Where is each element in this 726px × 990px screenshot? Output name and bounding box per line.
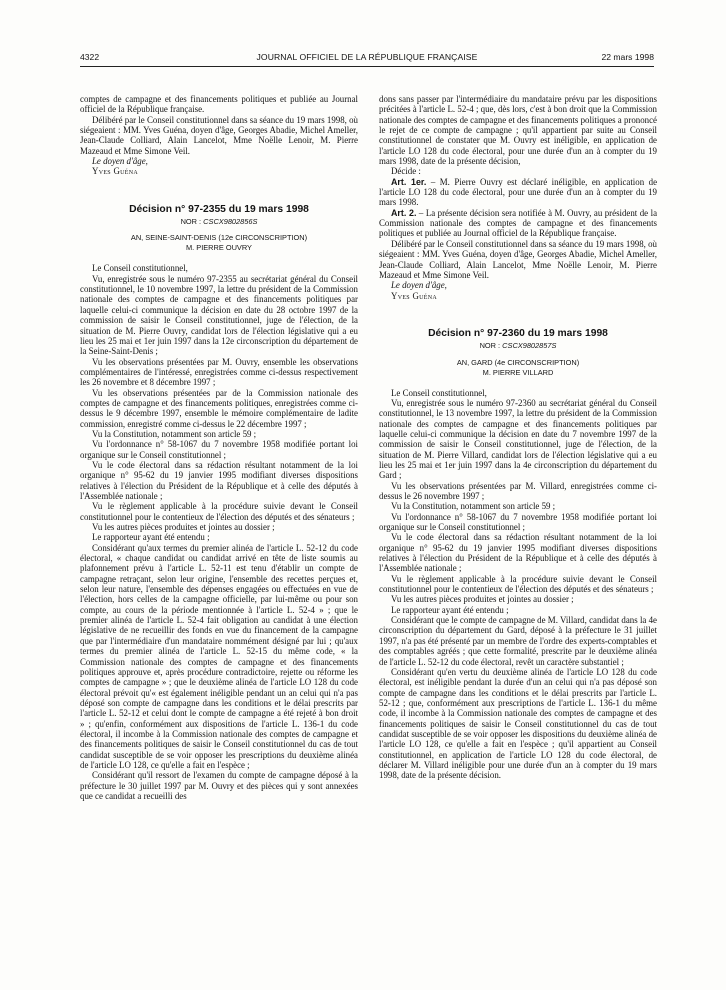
signature-name: Yves Guéna [92, 166, 139, 177]
body-paragraph: Considérant qu'aux termes du premier alinéa de l'article L. 52-12 du code électoral, « chaque candidat ou candidat arrivé en tête de liste soumis au plafonnement prévu à l'article L. 52-11 est tenu d'établir un compte de campagne retraçant, selon leur origine, l'ensemble des recettes perçues et, selon leur nature, l'ensemble des dépenses engagées ou effectuées en vue de l'élection, hors celles de la campagne officielle, par lui-même ou pour son compte, au cours de la période mentionnée à l'article L. 52-4 » ; que le premier alinéa de l'article L. 52-4 fait obligation au candidat à une élection législative de ne recueillir des fonds en vue du financement de la campagne que par l'intermédiaire d'un mandataire nommément désigné par lui ; qu'aux termes du premier alinéa de l'article L. 52-15 du même code, « la Commission nationale des comptes de campagne et des financements politiques approuve et, après procédure contradictoire, rejette ou réforme les comptes de campagne » ; que le deuxième alinéa de l'article LO 128 du code électoral prévoit qu'« est également inéligible pendant un an celui qui n'a pas déposé son compte de campagne dans les conditions et le délai prescrits par l'article L. 52-12 et celui dont le compte de campagne a été rejeté à bon droit » ; qu'enfin, conformément aux dispositions de l'article L. 136-1 du code électoral, il incombe à la Commission nationale des comptes de campagne et des financements politiques de saisir le Conseil constitutionnel du cas de tout candidat susceptible de se voir opposer les prescriptions du deuxième alinéa de l'article LO 128, ce qu'elle a fait en l'espèce ; [80, 542, 358, 770]
body-paragraph: Vu l'ordonnance n° 58-1067 du 7 novembre 1958 modifiée portant loi organique sur le Conseil constitutionnel ; [80, 439, 358, 460]
decision-candidate: M. PIERRE OUVRY [186, 243, 252, 253]
left-column [80, 94, 358, 801]
body-paragraph: Vu, enregistrée sous le numéro 97-2355 au secrétariat général du Conseil constitutionnel, le 10 novembre 1997, la lettre du président de la Commission nationale des comptes de campagne et des financements politiques par laquelle celui-ci communique la décision en date du 28 octobre 1997 de la commission de saisir le Conseil constitutionnel, juge de l'élection, de la situation de M. Pierre Ouvry, candidat lors de l'élection législative qui a eu lieu les 25 mai et 1er juin 1997 dans la 12e circonscription du département de la Seine-Saint-Denis ; [80, 273, 358, 357]
nor-label: NOR : [180, 217, 202, 227]
body-paragraph: Le Conseil constitutionnel, [391, 387, 487, 398]
header-rule [80, 66, 654, 67]
intro-paragraph: Délibéré par le Conseil constitutionnel dans sa séance du 19 mars 1998, où siégeaient : MM. Yves Guéna, doyen d'âge, Georges Abadie, Michel Ameller, Jean-Claude Colliard, Alain Lancelot, Mme Noëlle Lenoir, M. Pierre Mazeaud et Mme Simone Veil. [80, 114, 358, 156]
nor-code: CSCX9802857S [502, 341, 557, 351]
body-paragraph: Considérant que le compte de campagne de M. Villard, candidat dans la 4e circonscription du département du Gard, déposé à la préfecture le 31 juillet 1997, n'a pas été présenté par un membre de l'ordre des experts-comptables et des comptables agréés ; que cette formalité, prescrite par le deuxième alinéa de l'article L. 52-12 du code électoral, revêt un caractère substantiel ; [379, 615, 657, 667]
nor-code: CSCX9802856S [203, 217, 258, 227]
nor-reference [379, 341, 657, 351]
article-2-label: Art. 2. [391, 207, 417, 218]
signature-role: Le doyen d'âge, [391, 280, 447, 291]
decision-title: Décision n° 97-2360 du 19 mars 1998 [428, 327, 608, 339]
article-1-text: – M. Pierre Ouvry est déclaré inéligible, en application de l'article LO 128 du code électoral, pour une durée d'un an à compter du 19 mars 1998. [379, 176, 658, 208]
decision-subject: AN, GARD (4e CIRCONSCRIPTION) [456, 357, 580, 367]
article-1 [379, 177, 657, 208]
decision-title: Décision n° 97-2355 du 19 mars 1998 [129, 203, 309, 215]
body-paragraph: Vu les observations présentées par de la Commission nationale des comptes de campagne et des financements politiques, enregistrées comme ci-dessus le 9 décembre 1997, ensemble le mémoire complémentaire de ladite commission, enregistré comme ci-dessus le 22 décembre 1997 ; [80, 387, 358, 429]
body-paragraph: Considérant qu'en vertu du deuxième alinéa de l'article LO 128 du code électoral, est inéligible pendant la durée d'un an celui qui n'a pas déposé son compte de campagne dans les conditions et le délai prescrits par l'article L. 52-12 ; que, conformément aux prescriptions de l'article L. 136-1 du même code, il incombe à la Commission nationale des comptes de campagne et des financements politiques de saisir le Conseil constitutionnel du cas de tout candidat susceptible de se voir opposer les dispositions du deuxième alinéa de l'article LO 128, ce qu'elle a fait en l'espèce ; qu'il appartient au Conseil constitutionnel, en application de l'article LO 128 du code électoral, de déclarer M. Villard inéligible pour une durée d'un an à compter du 19 mars 1998, date de la présente décision. [379, 666, 657, 781]
signature-name: Yves Guéna [391, 290, 438, 301]
body-paragraph: Vu les autres pièces produites et jointes au dossier ; [391, 594, 574, 605]
deliberation-paragraph: Délibéré par le Conseil constitutionnel dans sa séance du 19 mars 1998, où siégeaient : MM. Yves Guéna, doyen d'âge, Georges Abadie, Michel Ameller, Jean-Claude Colliard, Alain Lancelot, Mme Noëlle Lenoir, M. Pierre Mazeaud et Mme Simone Veil. [379, 238, 657, 280]
body-paragraph: Vu les autres pièces produites et jointes au dossier ; [92, 522, 275, 533]
decision-candidate: M. PIERRE VILLARD [482, 367, 554, 377]
article-1-label: Art. 1er. [391, 176, 427, 187]
article-2 [379, 208, 657, 239]
nor-reference [80, 217, 358, 227]
spacer [379, 378, 657, 388]
article-2-text: – La présente décision sera notifiée à M. Ouvry, au président de la Commission nationale des comptes de campagne et des financements politiques et publiée au Journal officiel de la République française. [379, 207, 658, 239]
right-column [379, 94, 657, 781]
issue-date: 22 mars 1998 [601, 52, 654, 62]
body-paragraph: Vu les observations présentées par M. Ouvry, ensemble les observations complémentaires de l'intéressé, enregistrées comme ci-dessus respectivement les 26 novembre et 8 décembre 1997 ; [80, 356, 358, 388]
body-paragraph: Vu le code électoral dans sa rédaction résultant notamment de la loi organique n° 95-62 du 19 janvier 1995 modifiant diverses dispositions relatives à l'élection du Président de la République et à celle des députés à l'Assemblée nationale ; [379, 532, 657, 574]
body-paragraph: Le rapporteur ayant été entendu ; [92, 532, 210, 543]
intro-paragraph: comptes de campagne et des financements politiques et publiée au Journal officiel de la République française. [80, 94, 358, 115]
journal-title: JOURNAL OFFICIEL DE LA RÉPUBLIQUE FRANÇAISE [256, 52, 478, 62]
body-paragraph: Vu le règlement applicable à la procédure suivie devant le Conseil constitutionnel pour le contentieux de l'élection des députés et des sénateurs ; [80, 501, 358, 522]
body-paragraph: Le Conseil constitutionnel, [92, 263, 188, 274]
nor-label: NOR : [479, 341, 501, 351]
body-paragraph: Vu le code électoral dans sa rédaction résultant notamment de la loi organique n° 95-62 du 19 janvier 1995 modifiant diverses dispositions relatives à l'élection du Président de la République et à celle des députés à l'Assemblée nationale ; [80, 459, 358, 501]
body-paragraph: Vu le règlement applicable à la procédure suivie devant le Conseil constitutionnel pour le contentieux de l'élection des députés et des sénateurs ; [379, 573, 657, 595]
page-number: 4322 [80, 52, 100, 62]
body-paragraph: Considérant qu'il ressort de l'examen du compte de campagne déposé à la préfecture le 30 juillet 1997 par M. Ouvry et des pièces qui y sont annexées que ce candidat a recueilli des [80, 770, 358, 801]
spacer [80, 253, 358, 263]
body-paragraph: Vu la Constitution, notamment son article 59 ; [391, 501, 556, 512]
decide-heading: Décide : [391, 166, 421, 177]
body-paragraph: Vu les observations présentées par M. Villard, enregistrées comme ci-dessus le 26 novembre 1997 ; [379, 480, 657, 501]
signature-role: Le doyen d'âge, [92, 156, 148, 167]
body-paragraph: Le rapporteur ayant été entendu ; [391, 604, 509, 615]
decision-subject: AN, SEINE-SAINT-DENIS (12e CIRCONSCRIPTION) [130, 233, 308, 243]
body-paragraph: Vu la Constitution, notamment son article 59 ; [92, 428, 257, 439]
body-paragraph: Vu, enregistrée sous le numéro 97-2360 au secrétariat général du Conseil constitutionnel, le 13 novembre 1997, la lettre du président de la Commission nationale des comptes de campagne et des financements politiques par laquelle celui-ci communique la décision en date du 7 novembre 1997 de la commission de saisir le Conseil constitutionnel, juge de l'élection, de la situation de M. Pierre Villard, candidat lors de l'élection législative qui a eu lieu les 25 mai et 1er juin 1997 dans la 4e circonscription du département du Gard ; [379, 397, 657, 481]
body-paragraph: Vu l'ordonnance n° 58-1067 du 7 novembre 1958 modifiée portant loi organique sur le Conseil constitutionnel ; [379, 511, 657, 533]
continuation-paragraph: dons sans passer par l'intermédiaire du mandataire prévu par les dispositions précitées à l'article L. 52-4 ; que, dès lors, c'est à bon droit que la Commission nationale des comptes de campagne et des financements politiques a prononcé le rejet de ce compte de campagne ; qu'il appartient par suite au Conseil constitutionnel de constater que M. Ouvry est inéligible, en application de l'article LO 128 du code électoral, pour une durée d'un an à compter du 19 mars 1998, date de la présente décision, [379, 94, 657, 167]
